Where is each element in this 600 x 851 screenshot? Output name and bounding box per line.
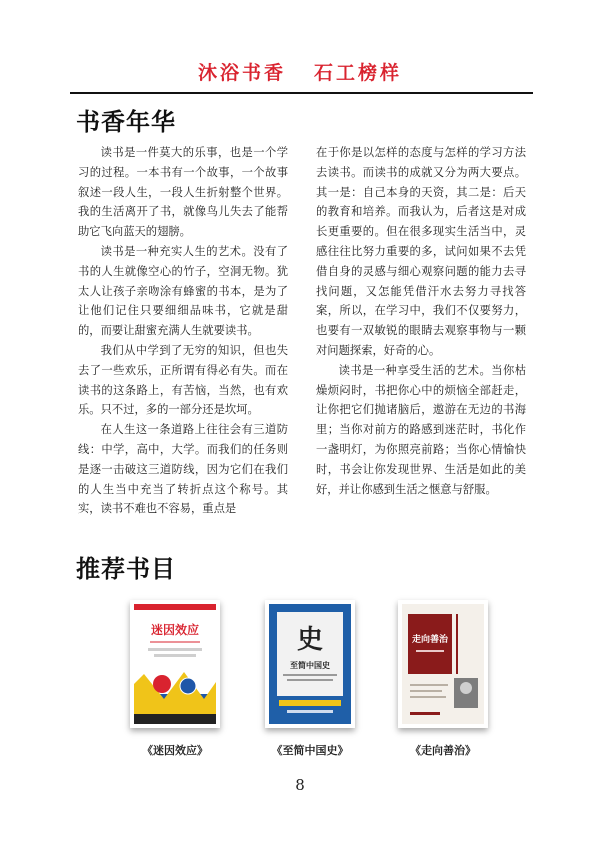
article-paragraph: 读书是一种享受生活的艺术。当你枯燥烦闷时，书把你心中的烦恼全部赶走，让你把它们抛诸脑后，遨游在无边的书海里；当你对前方的路感到迷茫时，书化作一盏明灯，为你照亮前路；当你心情愉快时，书会让你发现世界、生活是如此的美好，并让你感到生活之惬意与舒服。 [316,363,526,496]
section-heading-recommended-books: 推荐书目 [76,555,176,583]
article-paragraph: 读书是一件莫大的乐事，也是一个学习的过程。一本书有一个故事，一个故事叙述一段人生，一段人生折射整个世界。我的生活离开了书，就像鸟儿失去了能帮助它飞向蓝天的翅膀。 [78,146,288,239]
book-item [115,600,235,758]
book-cover-title: 至简中国史 [290,661,330,670]
svg-text:史: 史 [296,625,324,655]
article-column-left [78,143,288,519]
book-caption: 《走向善治》 [410,744,476,757]
book-cover-zhijian [265,600,355,728]
section-heading-shuxiang: 书香年华 [76,108,176,136]
article-paragraph: 我们从中学到了无穷的知识，但也失去了一些欢乐，正所谓有得必有失。而在读书的这条路上，有苦恼，当然，也有欢乐。只不过，多的一部分还是坎坷。 [78,343,288,417]
book-cover-art [402,604,484,724]
article-column-right [316,143,526,499]
book-cover-zouxiang [398,600,488,728]
article-paragraph: 读书是一种充实人生的艺术。没有了书的人生就像空心的竹子，空洞无物。犹太人让孩子亲吻涂有蜂蜜的书本，是为了让他们记住只要细细品味书，它就是甜的，而要让甜蜜充满人生就要读书。 [78,244,288,338]
book-cover-title: 走向善治 [411,635,449,645]
book-cover-miyin [130,600,220,728]
book-cover-art [134,604,216,724]
book-caption: 《至简中国史》 [271,744,349,757]
page-header-title [0,58,600,85]
page-number: 8 [295,776,305,794]
book-item [250,600,370,758]
book-item [383,600,503,758]
header-right-text: 石工榜样 [314,62,403,84]
book-cover-title: 迷因效应 [150,623,200,637]
header-rule [70,92,533,94]
article-paragraph: 在人生这一条道路上往往会有三道防线：中学，高中，大学。而我们的任务则是逐一击破这三道防线，因为它们在我们的人生当中充当了转折点这个称号。其实，读书不难也不容易，重点是 [78,423,288,516]
book-cover-art [269,604,351,724]
article-paragraph-continued: 在于你是以怎样的态度与怎样的学习方法去读书。而读书的成就又分为两大要点。其一是：自己本身的天资，其二是：后天的教育和培养。而我认为，后者这是对成长更重要的。但在很多现实生活当中，灵感往往比努力重要的多，试问如果不去凭借自身的灵感与细心观察问题的能力去寻找问题，又怎能凭借汗水去努力寻找答案，所以，在学习中，我们不仅要努力，也要有一双敏锐的眼睛去观察事物与一颗对问题探索，好奇的心。 [316,146,526,357]
book-caption: 《迷因效应》 [142,744,208,757]
header-left-text: 沐浴书香 [197,62,286,84]
